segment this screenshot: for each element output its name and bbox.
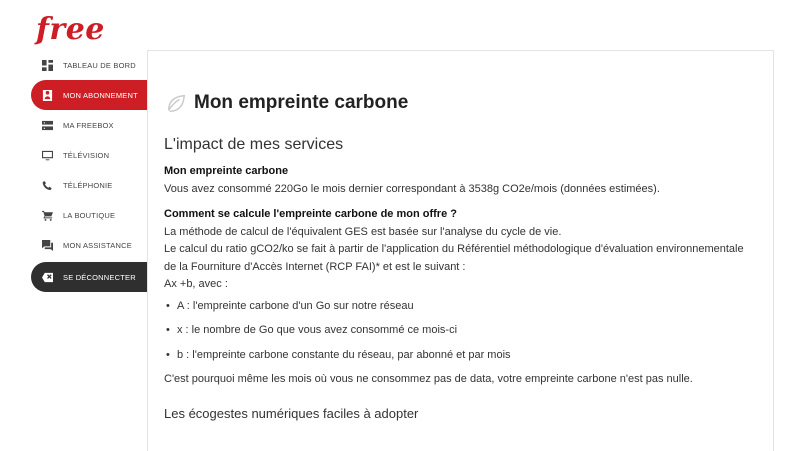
sidebar-nav xyxy=(31,50,147,292)
contract-icon xyxy=(31,90,63,101)
method-line-2: Le calcul du ratio gCO2/ko se fait à partir de l'application du Référentiel méthodologique d'évaluation environnementale de la Fourniture d'Accès Internet (RCP FAI)* et est le suivant : xyxy=(164,243,744,273)
list-item: • x : le nombre de Go que vous avez consommé ce mois-ci xyxy=(177,322,754,340)
list-item: • A : l'empreinte carbone d'un Go sur notre réseau xyxy=(177,298,754,316)
method-line-1: La méthode de calcul de l'équivalent GES est basée sur l'analyse du cycle de vie. xyxy=(164,225,562,238)
sidebar-item-label: MON ASSISTANCE xyxy=(63,240,132,250)
phone-icon xyxy=(31,180,63,191)
sidebar-item-ma-freebox[interactable] xyxy=(31,110,147,140)
list-item: • b : l'empreinte carbone constante du réseau, par abonné et par mois xyxy=(177,347,754,365)
sidebar-item-label: MA FREEBOX xyxy=(63,120,114,130)
freebox-icon xyxy=(31,120,63,131)
main-panel xyxy=(147,50,774,451)
sidebar-item-mon-abonnement[interactable] xyxy=(31,80,147,110)
formula-list xyxy=(164,298,754,365)
method-line-3: Ax +b, avec : xyxy=(164,278,228,290)
summary-heading: Mon empreinte carbone xyxy=(164,165,289,177)
page-header xyxy=(165,79,408,126)
sidebar-item-label: TABLEAU DE BORD xyxy=(63,60,136,70)
sidebar-item-la-boutique[interactable] xyxy=(31,200,147,230)
sidebar-item-label: TÉLÉVISION xyxy=(63,150,110,160)
chat-icon xyxy=(31,240,63,251)
logout-label: SE DÉCONNECTER xyxy=(63,272,136,282)
content-body xyxy=(164,135,754,422)
logout-icon xyxy=(31,272,63,283)
section-title: L'impact de mes services xyxy=(164,136,344,153)
sidebar-item-tableau-de-bord[interactable] xyxy=(31,50,147,80)
sidebar-item-label: MON ABONNEMENT xyxy=(63,90,138,100)
leaf-icon xyxy=(165,92,187,114)
logout-button[interactable] xyxy=(31,262,147,292)
page-title: Mon empreinte carbone xyxy=(194,91,409,113)
sidebar-item-mon-assistance[interactable] xyxy=(31,230,147,260)
sidebar-item-telephonie[interactable] xyxy=(31,170,147,200)
sidebar-item-label: LA BOUTIQUE xyxy=(63,210,116,220)
sidebar-item-label: TÉLÉPHONIE xyxy=(63,180,113,190)
tv-icon xyxy=(31,150,63,161)
dashboard-icon xyxy=(31,60,63,71)
conclusion-text: C'est pourquoi même les mois où vous ne consommez pas de data, votre empreinte carbone n'est pas nulle. xyxy=(164,373,693,385)
summary-text: Vous avez consommé 220Go le mois dernier correspondant à 3538g CO2e/mois (données estimées). xyxy=(164,182,660,195)
method-heading: Comment se calcule l'empreinte carbone de mon offre ? xyxy=(164,208,457,220)
cart-icon xyxy=(31,210,63,221)
free-logo[interactable]: free xyxy=(36,12,105,47)
next-section-title: Les écogestes numériques faciles à adopter xyxy=(164,405,419,421)
sidebar-item-television[interactable] xyxy=(31,140,147,170)
